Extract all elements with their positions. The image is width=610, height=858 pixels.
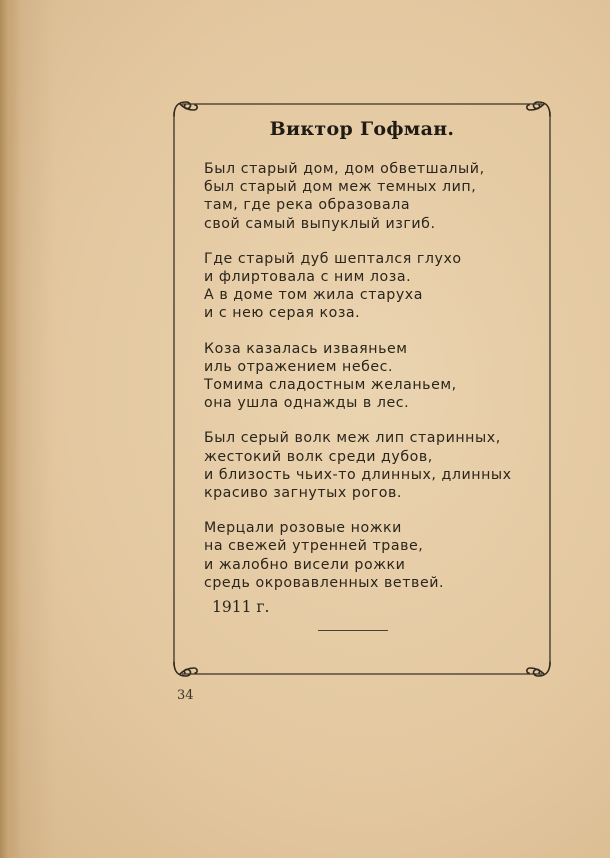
stanza xyxy=(204,519,544,592)
poem-line: и с нею серая коза. xyxy=(204,305,361,322)
stanza xyxy=(204,429,544,502)
poem-line: там, где река образовала xyxy=(204,197,411,214)
poem-line: средь окровавленных ветвей. xyxy=(204,574,445,591)
poem-line: А в доме том жила старуха xyxy=(204,287,423,304)
poem-line: она ушла однажды в лес. xyxy=(204,395,410,412)
poem-line: Где старый дуб шептался глухо xyxy=(204,250,462,267)
poem-body xyxy=(204,160,544,609)
poem-line: жестокий волк среди дубов, xyxy=(204,448,433,465)
poem-line: и близость чьих-то длинных, длинных xyxy=(204,466,512,483)
poem-line: Был старый дом, дом обветшалый, xyxy=(204,161,485,177)
poem-line: иль отражением небес. xyxy=(204,358,394,375)
poem-line: Был серый волк меж лип старинных, xyxy=(204,430,501,447)
poem-line: на свежей утренней траве, xyxy=(204,538,424,555)
poem-date: 1911 г. xyxy=(212,598,270,616)
poem-line: Коза казалась изваяньем xyxy=(204,340,408,357)
page-gutter-shadow xyxy=(0,0,22,858)
poem-line: и флиртовала с ним лоза. xyxy=(204,269,412,286)
poem-line: свой самый выпуклый изгиб. xyxy=(204,215,436,232)
poem-author: Виктор Гофман. xyxy=(269,118,455,140)
end-divider xyxy=(318,630,388,631)
stanza xyxy=(204,250,544,323)
poem-line: и жалобно висели рожки xyxy=(204,556,406,573)
poem-line: Томима сладостным желаньем, xyxy=(204,377,457,394)
poem-line: был старый дом меж темных лип, xyxy=(204,179,477,196)
stanza xyxy=(204,340,544,413)
stanza xyxy=(204,160,544,233)
page-number: 34 xyxy=(177,688,194,703)
poem-line: красиво загнутых рогов. xyxy=(204,485,402,502)
poem-line: Мерцали розовые ножки xyxy=(204,520,402,537)
